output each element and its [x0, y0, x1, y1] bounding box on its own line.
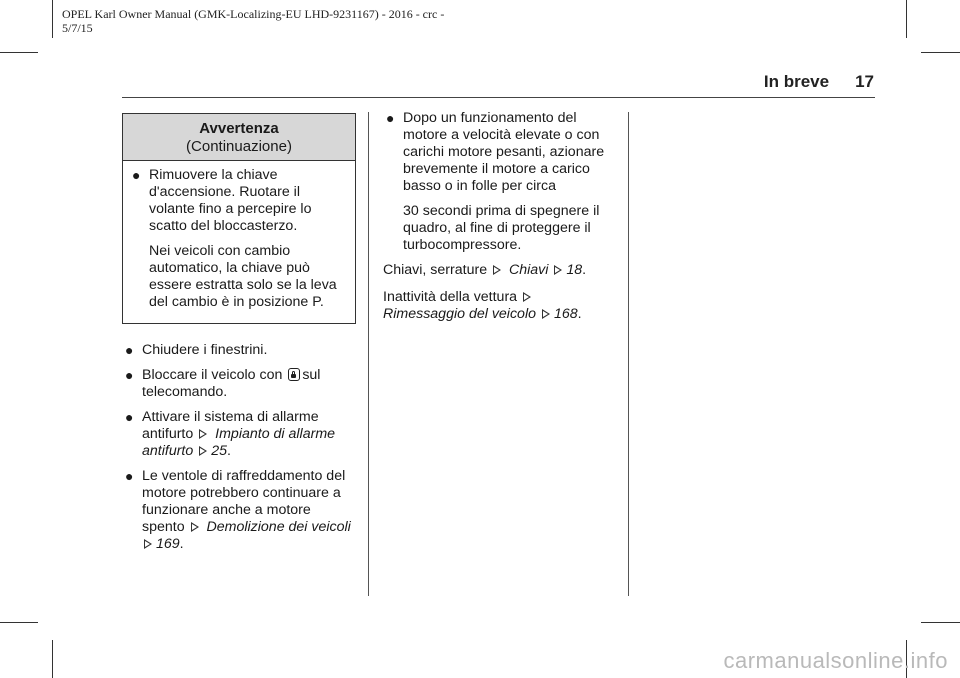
list-item-note: [383, 203, 615, 254]
cross-reference-arrow-icon: [199, 428, 208, 439]
column-divider-2: [628, 112, 629, 596]
cross-reference-link[interactable]: Rimessaggio del veicolo: [383, 306, 536, 322]
running-header: [700, 72, 874, 92]
bullet-dot: ●: [125, 468, 134, 484]
list-item-text: Chiudere i finestrini.: [142, 342, 268, 358]
bullet-dot: ●: [125, 409, 134, 425]
crop-mark-tr-h: [921, 52, 960, 53]
cross-reference-link[interactable]: Demolizione dei veicoli: [206, 519, 351, 535]
cross-reference-link[interactable]: Impianto di allarme antifurto: [142, 426, 336, 459]
bullet-dot: ●: [125, 367, 134, 383]
doc-header-line1: OPEL Karl Owner Manual (GMK-Localizing-EU LHD-9231167) - 2016 - crc -: [62, 7, 445, 21]
crop-mark-tr-v: [906, 0, 907, 38]
crop-mark-bl-v: [52, 640, 53, 678]
warning-note: [129, 243, 347, 311]
paragraph-text: Chiavi, serrature: [383, 262, 488, 278]
warning-title: Avvertenza: [199, 120, 279, 137]
cross-reference-paragraph: Chiavi, serrature Chiavi 18.: [383, 262, 587, 278]
list-item: [122, 367, 356, 401]
warning-subtitle: (Continuazione): [186, 138, 292, 155]
crop-mark-tl-h: [0, 52, 38, 53]
warning-bullet-text: Rimuovere la chiave d'accensione. Ruotare il volante fino a percepire lo scatto del bloccasterzo.: [149, 167, 312, 234]
page-reference[interactable]: 18: [566, 262, 583, 278]
page-reference[interactable]: 25: [211, 443, 227, 459]
list-item-text: Attivare il sistema di allarme antifurto: [142, 409, 319, 442]
warning-bullet: [129, 167, 347, 235]
document-header: [62, 7, 522, 35]
list-item: ● Le ventole di raffreddamento del motore potrebbero continuare a funzionare anche a motore spento Demolizione dei veicoli 169.: [125, 468, 351, 552]
crop-mark-tl-v: [52, 0, 53, 38]
page-reference-arrow-icon: [554, 264, 563, 275]
header-rule: [122, 97, 875, 98]
page-reference[interactable]: 168: [553, 306, 578, 322]
list-item-text: Bloccare il veicolo con: [142, 367, 283, 383]
bullet-dot: ●: [132, 167, 141, 183]
bullet-dot: ●: [386, 110, 395, 126]
column-middle: [383, 110, 615, 333]
cross-reference-arrow-icon: [493, 264, 502, 275]
page-reference-arrow-icon: [542, 308, 551, 319]
cross-reference-paragraph: Inattività della vettura Rimessaggio del veicolo 168.: [383, 289, 582, 322]
page-reference[interactable]: 169: [156, 536, 180, 552]
page-reference-arrow-icon: [144, 538, 153, 549]
list-item-note-text: 30 secondi prima di spegnere il quadro, al fine di proteggere il turbocompressore.: [403, 203, 600, 253]
paragraph-text: Inattività della vettura: [383, 289, 518, 305]
section-title: In breve: [763, 72, 830, 91]
warning-note-text: Nei veicoli con cambio automatico, la chiave può essere estratta solo se la leva del cambio è in posizione P.: [149, 243, 337, 310]
column-left: [122, 113, 356, 561]
watermark: carmanualsonline.info: [723, 648, 948, 673]
cross-reference-arrow-icon: [191, 521, 200, 532]
list-item: [122, 342, 356, 359]
list-item: [383, 110, 615, 195]
page-reference-arrow-icon: [199, 445, 208, 456]
warning-box: [122, 113, 356, 324]
cross-reference-arrow-icon: [523, 291, 532, 302]
list-item-text: Dopo un funzionamento del motore a velocità elevate o con carichi motore pesanti, azionare brevemente il motore a carico basso o in folle per circa: [403, 110, 605, 194]
column-divider-1: [368, 112, 369, 596]
crop-mark-bl-h: [0, 622, 38, 623]
list-item-text: Le ventole di raffreddamento del motore potrebbero continuare a funzionare anche a motore spento: [142, 468, 346, 535]
doc-header-line2: 5/7/15: [62, 21, 93, 35]
list-item-text: sul telecomando.: [142, 367, 321, 400]
crop-mark-br-h: [921, 622, 960, 623]
lock-icon: [288, 368, 300, 381]
warning-header: [123, 114, 355, 161]
page-number: 17: [855, 72, 874, 91]
warning-body: [123, 161, 355, 323]
list-item: ● Attivare il sistema di allarme antifurto Impianto di allarme antifurto 25.: [125, 409, 336, 459]
bullet-dot: ●: [125, 342, 134, 358]
cross-reference-link[interactable]: Chiavi: [509, 262, 549, 278]
